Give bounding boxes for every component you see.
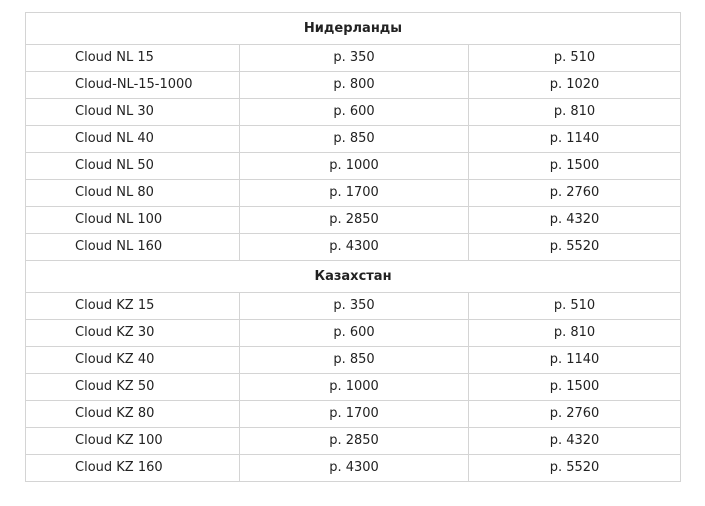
table-row [26,153,681,180]
plan-name: Cloud KZ 30 [26,320,240,347]
price-cell: р. 510 [469,293,681,320]
table-row [26,293,681,320]
price-cell: р. 2850 [240,207,469,234]
price-cell: р. 1000 [240,153,469,180]
plan-name: Cloud KZ 80 [26,401,240,428]
price-cell: р. 1500 [469,153,681,180]
plan-name: Cloud NL 50 [26,153,240,180]
plan-name: Cloud NL 100 [26,207,240,234]
price-cell: р. 1140 [469,126,681,153]
price-cell: р. 810 [469,99,681,126]
plan-name: Cloud KZ 15 [26,293,240,320]
price-cell: р. 2760 [469,180,681,207]
table-row [26,234,681,261]
table-row [26,401,681,428]
price-cell: р. 600 [240,99,469,126]
table-row [26,207,681,234]
price-cell: р. 4300 [240,234,469,261]
price-cell: р. 350 [240,293,469,320]
price-cell: р. 5520 [469,234,681,261]
table-row [26,428,681,455]
table-row [26,126,681,153]
price-cell: р. 2760 [469,401,681,428]
section-title: Казахстан [26,261,681,293]
price-table-body [26,13,681,482]
price-cell: р. 810 [469,320,681,347]
table-row [26,455,681,482]
price-cell: р. 4300 [240,455,469,482]
plan-name: Cloud KZ 160 [26,455,240,482]
plan-name: Cloud NL 30 [26,99,240,126]
price-cell: р. 4320 [469,207,681,234]
section-title: Нидерланды [26,13,681,45]
plan-name: Cloud NL 15 [26,45,240,72]
price-cell: р. 850 [240,347,469,374]
price-cell: р. 1020 [469,72,681,99]
price-cell: р. 1000 [240,374,469,401]
plan-name: Cloud KZ 40 [26,347,240,374]
price-cell: р. 510 [469,45,681,72]
price-cell: р. 600 [240,320,469,347]
table-row [26,72,681,99]
plan-name: Cloud-NL-15-1000 [26,72,240,99]
price-cell: р. 2850 [240,428,469,455]
price-cell: р. 1700 [240,180,469,207]
section-header-row [26,261,681,293]
plan-name: Cloud NL 40 [26,126,240,153]
table-row [26,45,681,72]
price-cell: р. 1700 [240,401,469,428]
table-row [26,347,681,374]
plan-name: Cloud KZ 50 [26,374,240,401]
table-row [26,99,681,126]
price-cell: р. 350 [240,45,469,72]
price-table [25,12,681,482]
price-cell: р. 4320 [469,428,681,455]
price-cell: р. 850 [240,126,469,153]
price-cell: р. 1500 [469,374,681,401]
plan-name: Cloud KZ 100 [26,428,240,455]
price-cell: р. 5520 [469,455,681,482]
price-cell: р. 1140 [469,347,681,374]
plan-name: Cloud NL 80 [26,180,240,207]
plan-name: Cloud NL 160 [26,234,240,261]
table-row [26,320,681,347]
table-row [26,180,681,207]
section-header-row [26,13,681,45]
price-cell: р. 800 [240,72,469,99]
table-row [26,374,681,401]
